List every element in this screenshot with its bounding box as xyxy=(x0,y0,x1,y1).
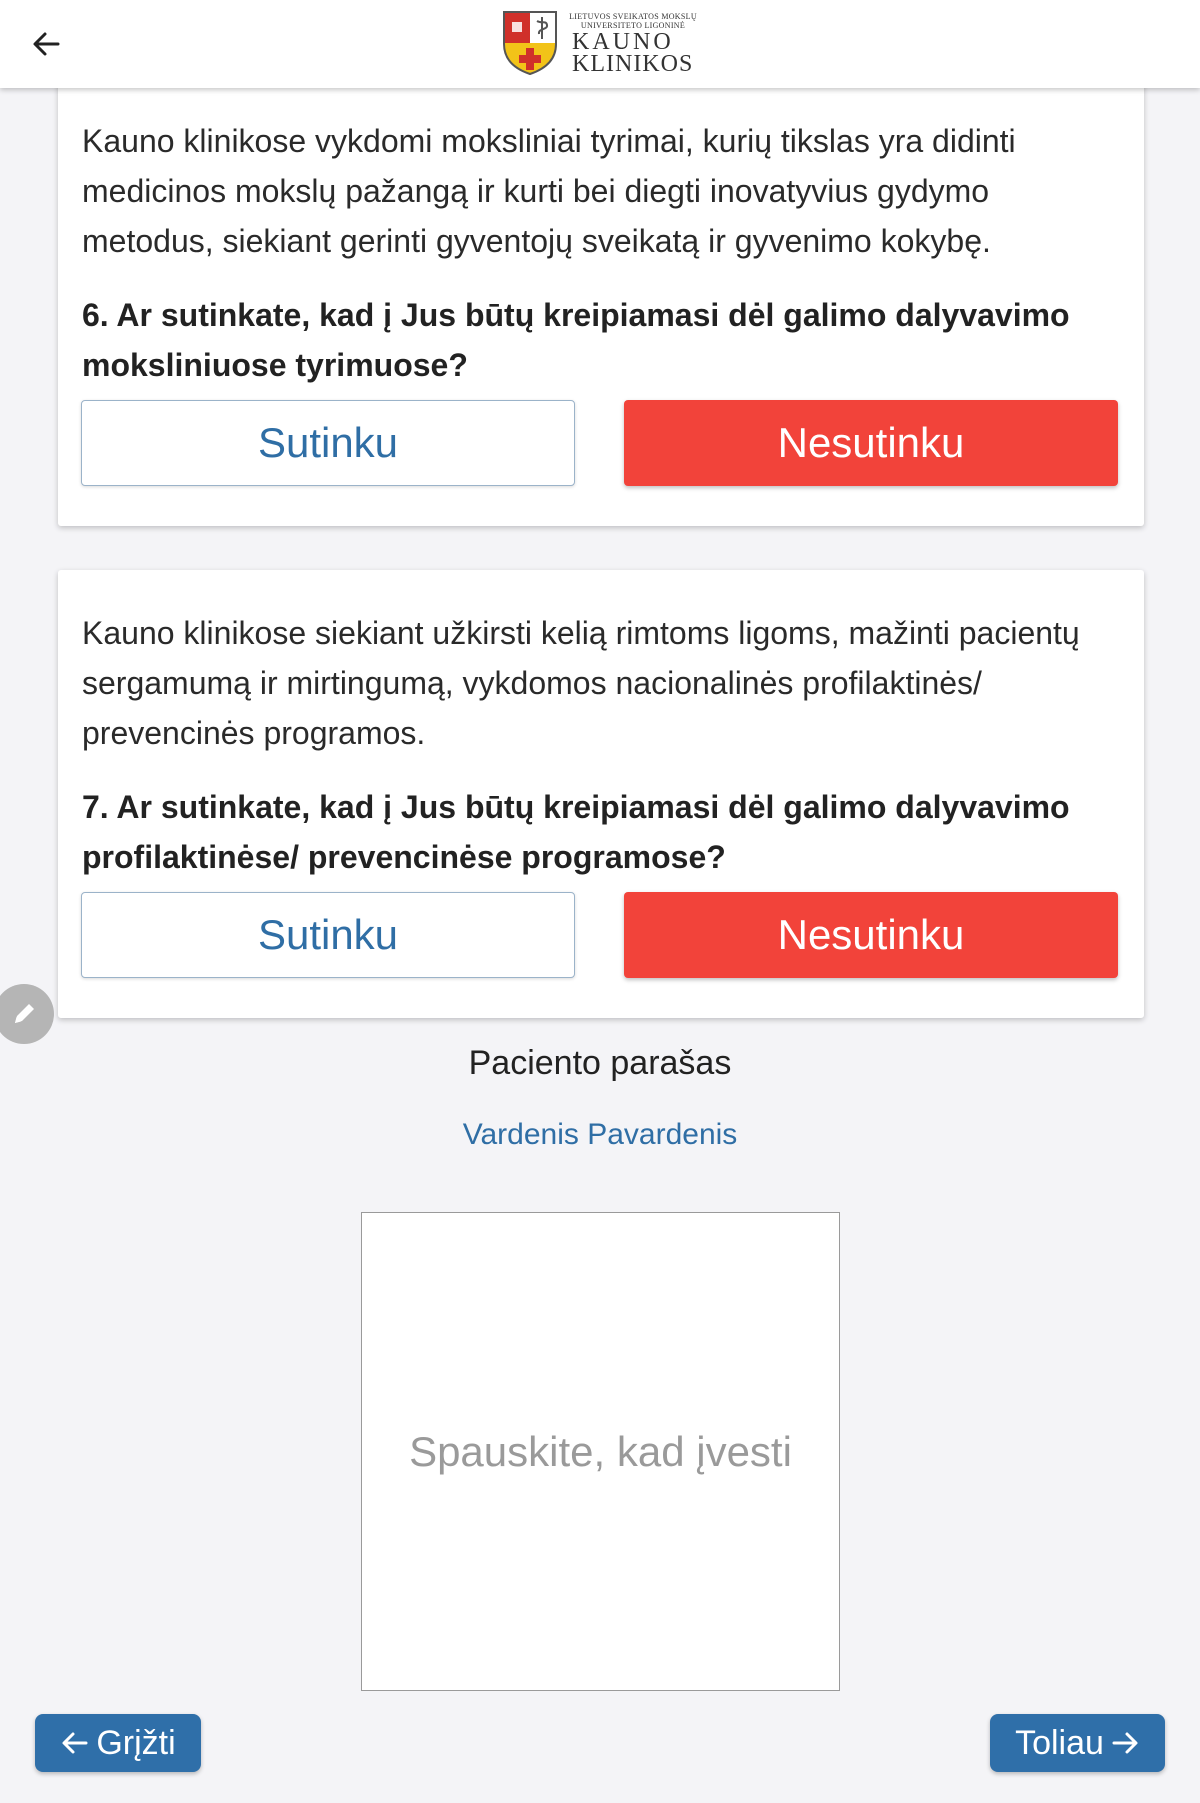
kauno-klinikos-logo xyxy=(502,10,702,78)
card-question: 7. Ar sutinkate, kad į Jus būtų kreipiamasi dėl galimo dalyvavimo profilaktinėse/ prevencinėse programose? xyxy=(82,789,1070,875)
arrow-left-icon xyxy=(60,1728,90,1758)
back-button[interactable] xyxy=(35,1714,201,1772)
back-button-label: Grįžti xyxy=(96,1723,176,1762)
signature-pad[interactable] xyxy=(361,1212,840,1691)
signature-placeholder: Spauskite, kad įvesti xyxy=(409,1427,792,1475)
card-description: Kauno klinikose vykdomi moksliniai tyrimai, kurių tikslas yra didinti medicinos mokslų pažangą ir kurti bei diegti inovatyvius gydymo metodus, siekiant gerinti gyventojų sveikatą ir gyvenimo kokybę. xyxy=(82,123,1016,259)
disagree-button[interactable]: Nesutinku xyxy=(624,400,1118,486)
next-button[interactable] xyxy=(990,1714,1165,1772)
logo-name-line1: KAUNO xyxy=(572,29,674,55)
logo-subtitle: LIETUVOS SVEIKATOS MOKSLŲ UNIVERSITETO LIGONINĖ xyxy=(569,12,697,30)
logo-name-line2: KLINIKOS xyxy=(572,51,694,77)
coat-of-arms-icon xyxy=(502,10,558,76)
consent-card-prevention xyxy=(58,570,1144,1018)
next-button-label: Toliau xyxy=(1015,1723,1104,1762)
pencil-icon[interactable] xyxy=(0,984,54,1044)
patient-name: Vardenis Pavardenis xyxy=(462,1118,738,1151)
arrow-right-icon xyxy=(1110,1728,1140,1758)
agree-button[interactable]: Sutinku xyxy=(81,892,575,978)
back-arrow-icon[interactable] xyxy=(26,24,66,64)
signature-title: Paciento parašas xyxy=(468,1044,732,1082)
consent-card-research xyxy=(58,60,1144,526)
disagree-button[interactable]: Nesutinku xyxy=(624,892,1118,978)
card-question: 6. Ar sutinkate, kad į Jus būtų kreipiamasi dėl galimo dalyvavimo moksliniuose tyrimuose? xyxy=(82,297,1070,383)
card-description: Kauno klinikose siekiant užkirsti kelią rimtoms ligoms, mažinti pacientų sergamumą ir mirtingumą, vykdomos nacionalinės profilaktinės/ prevencinės programos. xyxy=(82,615,1080,751)
agree-button[interactable]: Sutinku xyxy=(81,400,575,486)
app-header xyxy=(0,0,1200,88)
